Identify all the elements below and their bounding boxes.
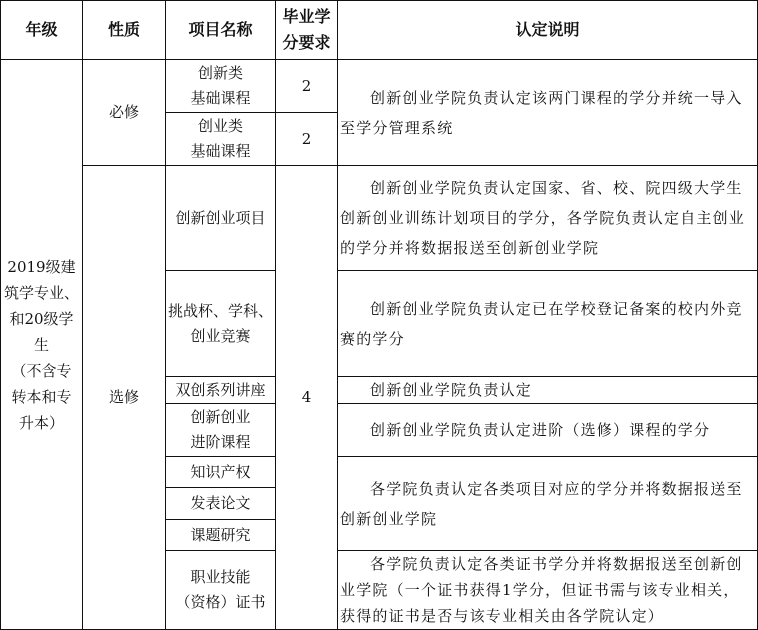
required-nature (82, 59, 166, 166)
elective-item-line1: 创新创业项目 (175, 208, 266, 227)
required-desc-text: 创新创业学院负责认定该两门课程的学分并统一导入至学分管理系统 (340, 88, 743, 137)
elective-item (165, 550, 276, 630)
elective-desc-text: 创新创业学院负责认定进阶（选修）课程的学分 (370, 421, 711, 439)
elective-item (165, 519, 276, 551)
elective-desc-text: 创新创业学院负责认定已在学校登记备案的校内外竞赛的学分 (340, 299, 743, 348)
elective-item-line1: 双创系列讲座 (175, 380, 266, 399)
elective-item (165, 403, 276, 457)
required-credit (275, 59, 338, 113)
elective-desc-text: 各学院负责认定各类项目对应的学分并将数据报送至创新创业学院 (340, 479, 743, 528)
header-grade-text: 年级 (25, 20, 58, 39)
required-credit (275, 112, 338, 166)
header-grade (0, 0, 83, 60)
elective-desc-text: 创新创业学院负责认定国家、省、校、院四级大学生创新创业训练计划项目的学分，各学院负责认定自主创业的学分并将数据报送至创新创业学院 (340, 179, 746, 257)
elective-desc (337, 165, 758, 271)
grade-line: 转本和专 (11, 387, 72, 406)
header-credit-line1: 毕业学 (282, 7, 331, 26)
header-desc-text: 认定说明 (515, 20, 580, 39)
grade-line: 2019级建 (7, 257, 76, 276)
elective-item (165, 165, 276, 271)
header-credit-line2: 分要求 (282, 33, 331, 52)
required-credit-text: 2 (301, 129, 312, 148)
elective-item-line1: 创新创业 (190, 408, 251, 426)
grade-line: 筑学专业、 (3, 283, 79, 302)
grade-cell (0, 59, 83, 630)
header-nature (82, 0, 166, 60)
elective-item-line1: 职业技能 (190, 568, 251, 586)
elective-desc (337, 403, 758, 457)
required-nature-text: 必修 (108, 103, 139, 121)
elective-item (165, 456, 276, 488)
elective-desc-text: 各学院负责认定各类证书学分并将数据报送至创新创业学院（一个证书获得1学分，但证书需与该专业相关，获得的证书是否与该专业相关由各学院认定） (340, 555, 743, 625)
required-credit-text: 2 (301, 76, 312, 95)
required-item-line1: 创新类 (197, 64, 243, 82)
elective-item-line1: 知识产权 (190, 462, 251, 481)
grade-line: （不含专 (11, 361, 72, 380)
elective-item-line1: 发表论文 (190, 494, 251, 512)
header-project (165, 0, 276, 60)
elective-credit (275, 165, 338, 630)
elective-item (165, 270, 276, 377)
elective-credit-text: 4 (301, 388, 312, 406)
required-item-line1: 创业类 (197, 117, 243, 135)
elective-nature-text: 选修 (108, 388, 139, 406)
required-item (165, 59, 276, 113)
elective-desc (337, 456, 758, 551)
elective-item-line2: 进阶课程 (190, 433, 251, 451)
elective-desc (337, 550, 758, 630)
grade-line: 生 (33, 335, 49, 354)
grade-line: 升本） (18, 413, 64, 432)
header-desc (337, 0, 758, 60)
elective-item-line1: 挑战杯、学科、 (167, 301, 273, 320)
elective-item (165, 487, 276, 520)
header-project-text: 项目名称 (188, 20, 253, 39)
elective-item-line2: 创业竞赛 (190, 326, 251, 345)
elective-item (165, 376, 276, 404)
required-item (165, 112, 276, 166)
elective-item-line2: （资格）证书 (175, 593, 266, 611)
elective-desc (337, 376, 758, 404)
header-credit (275, 0, 338, 60)
required-desc (337, 59, 758, 166)
elective-item-line1: 课题研究 (190, 525, 251, 544)
elective-nature (82, 165, 166, 630)
elective-desc-text: 创新创业学院负责认定 (370, 381, 533, 399)
required-item-line2: 基础课程 (190, 89, 251, 107)
grade-line: 和20级学 (9, 309, 74, 328)
required-item-line2: 基础课程 (190, 142, 251, 160)
elective-desc (337, 270, 758, 377)
header-nature-text: 性质 (107, 20, 140, 39)
